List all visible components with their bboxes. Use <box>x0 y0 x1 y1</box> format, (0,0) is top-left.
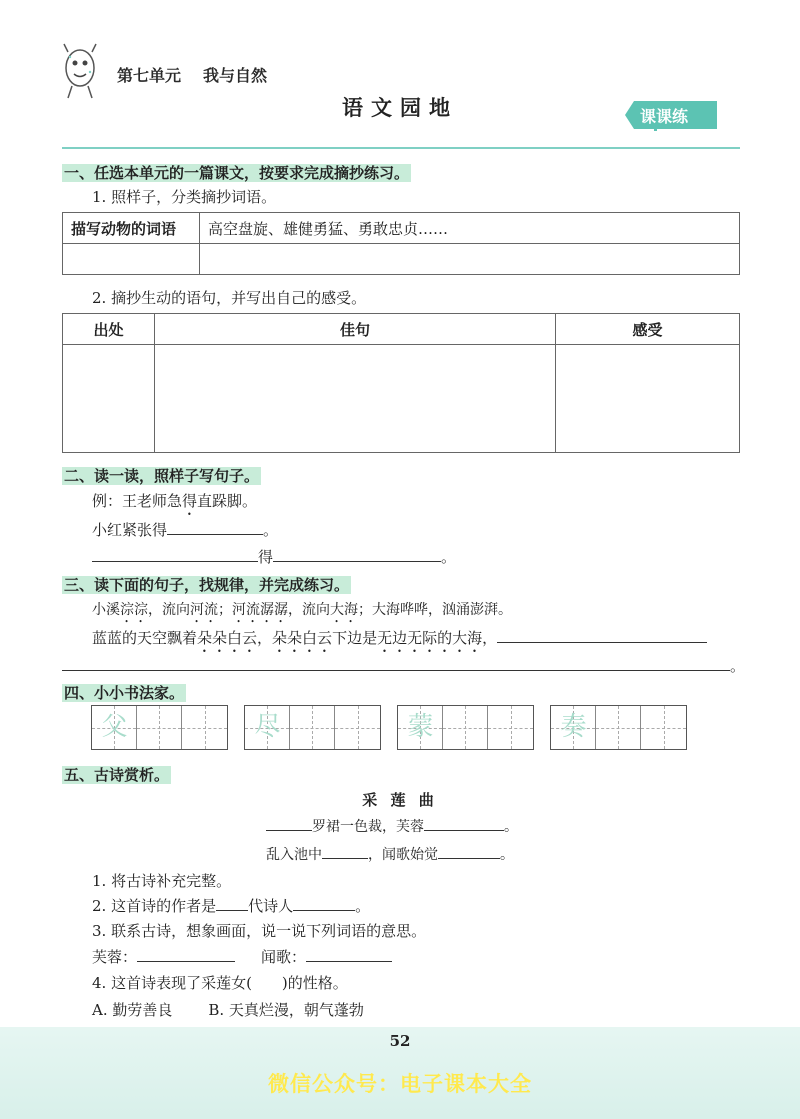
word-table-label: 描写动物的词语 <box>63 213 200 244</box>
furong-blank[interactable] <box>137 947 235 962</box>
watermark-text: 微信公众号：电子课本大全 <box>268 1072 532 1096</box>
word-table-empty-right[interactable] <box>200 244 740 275</box>
unit-label: 第七单元 <box>117 66 182 85</box>
unit-topic: 我与自然 <box>203 66 268 85</box>
sentence-table <box>62 313 740 453</box>
wenge-blank[interactable] <box>306 947 392 962</box>
q2-heading: 二、读一读，照样子写句子。 <box>64 467 260 485</box>
poem-blank-2[interactable] <box>424 816 504 831</box>
q1-sub2: 2. 摘抄生动的语句，并写出自己的感受。 <box>92 289 367 307</box>
blank-1[interactable] <box>167 520 263 535</box>
q4-heading: 四、小小书法家。 <box>64 684 185 702</box>
poem-blank-4[interactable] <box>438 844 500 859</box>
word-table-example: 高空盘旋、雄健勇猛、勇敢忠贞…… <box>200 213 740 244</box>
grid-cell[interactable] <box>137 706 182 749</box>
grid-cell[interactable] <box>335 706 380 749</box>
grid-cell-model <box>551 706 596 749</box>
blank-4[interactable] <box>497 628 707 643</box>
option-a[interactable]: A. 勤劳善良 <box>92 1001 173 1019</box>
poem-blank-3[interactable] <box>322 844 368 859</box>
q1-sub1: 1. 照样子，分类摘抄词语。 <box>92 188 277 206</box>
q3-pattern-sentence: 小溪淙淙，流向河流；河流潺潺，流向大海；大海哗哗，汹涌澎湃。 <box>92 602 512 618</box>
grid-cell-model <box>398 706 443 749</box>
q5-words: 芙蓉： 闻歌： <box>92 946 392 967</box>
header-divider <box>62 147 740 149</box>
grid-cell[interactable] <box>596 706 641 749</box>
grid-cell[interactable] <box>641 706 686 749</box>
poet-blank[interactable] <box>293 896 355 911</box>
word-table-empty-left[interactable] <box>63 244 200 275</box>
grid-cell[interactable] <box>182 706 227 749</box>
option-b[interactable]: B. 天真烂漫，朝气蓬勃 <box>208 1001 364 1019</box>
unit-heading <box>117 63 267 86</box>
grid-cell[interactable] <box>290 706 335 749</box>
model-char: 父 <box>101 712 128 742</box>
blank-5[interactable] <box>62 656 730 671</box>
grid-cell-model <box>92 706 137 749</box>
model-char: 奏 <box>560 712 587 742</box>
q5-sub3: 3. 联系古诗，想象画面，说一说下列词语的意思。 <box>92 922 427 940</box>
header-feeling: 感受 <box>556 314 740 345</box>
emphasis-de: 得 <box>182 492 198 510</box>
q2-line3: 得 。 <box>92 546 456 567</box>
page-number: 52 <box>389 1032 411 1050</box>
writing-grid-3 <box>397 705 534 750</box>
era-blank[interactable] <box>216 896 248 911</box>
poem-title: 采 莲 曲 <box>362 791 438 809</box>
q2-example: 例：王老师急得直跺脚。 <box>92 492 258 510</box>
practice-badge: 课课练 <box>640 107 689 126</box>
q5-sub4: 4. 这首诗表现了采莲女( )的性格。 <box>92 974 348 992</box>
q5-sub1: 1. 将古诗补充完整。 <box>92 872 232 890</box>
grid-cell[interactable] <box>443 706 488 749</box>
writing-grid-4 <box>550 705 687 750</box>
q5-heading: 五、古诗赏析。 <box>64 766 170 784</box>
grid-cell[interactable] <box>488 706 533 749</box>
q2-line2: 小红紧张得 。 <box>92 521 279 539</box>
page-title: 语文园地 <box>342 95 458 120</box>
q5-sub2: 2. 这首诗的作者是 代诗人 。 <box>92 897 371 915</box>
header-sentence: 佳句 <box>155 314 556 345</box>
writing-grid-2 <box>244 705 381 750</box>
q3-heading: 三、读下面的句子，找规律，并完成练习。 <box>64 576 350 594</box>
poem-line-2: 乱入池中 ，闻歌始觉 。 <box>266 844 514 864</box>
model-char: 蒙 <box>407 712 434 742</box>
poem-line-1: 罗裙一色裁，芙蓉 。 <box>266 816 518 836</box>
writing-grid-1 <box>91 705 228 750</box>
grid-cell-model <box>245 706 290 749</box>
q3-continue-line: 。 <box>62 655 745 676</box>
blank-3[interactable] <box>273 547 441 562</box>
model-char: 尽 <box>254 712 281 742</box>
q5-options <box>92 999 364 1020</box>
sentence-cell[interactable] <box>155 345 556 453</box>
source-cell[interactable] <box>63 345 155 453</box>
blank-2[interactable] <box>92 547 258 562</box>
header-source: 出处 <box>63 314 155 345</box>
q3-practice-sentence: 蓝蓝的天空飘着朵朵白云，朵朵白云下边是无边无际的大海， <box>92 627 707 656</box>
feeling-cell[interactable] <box>556 345 740 453</box>
poem-blank-1[interactable] <box>266 816 312 831</box>
word-table <box>62 212 740 275</box>
q1-heading: 一、任选本单元的一篇课文，按要求完成摘抄练习。 <box>64 164 410 182</box>
